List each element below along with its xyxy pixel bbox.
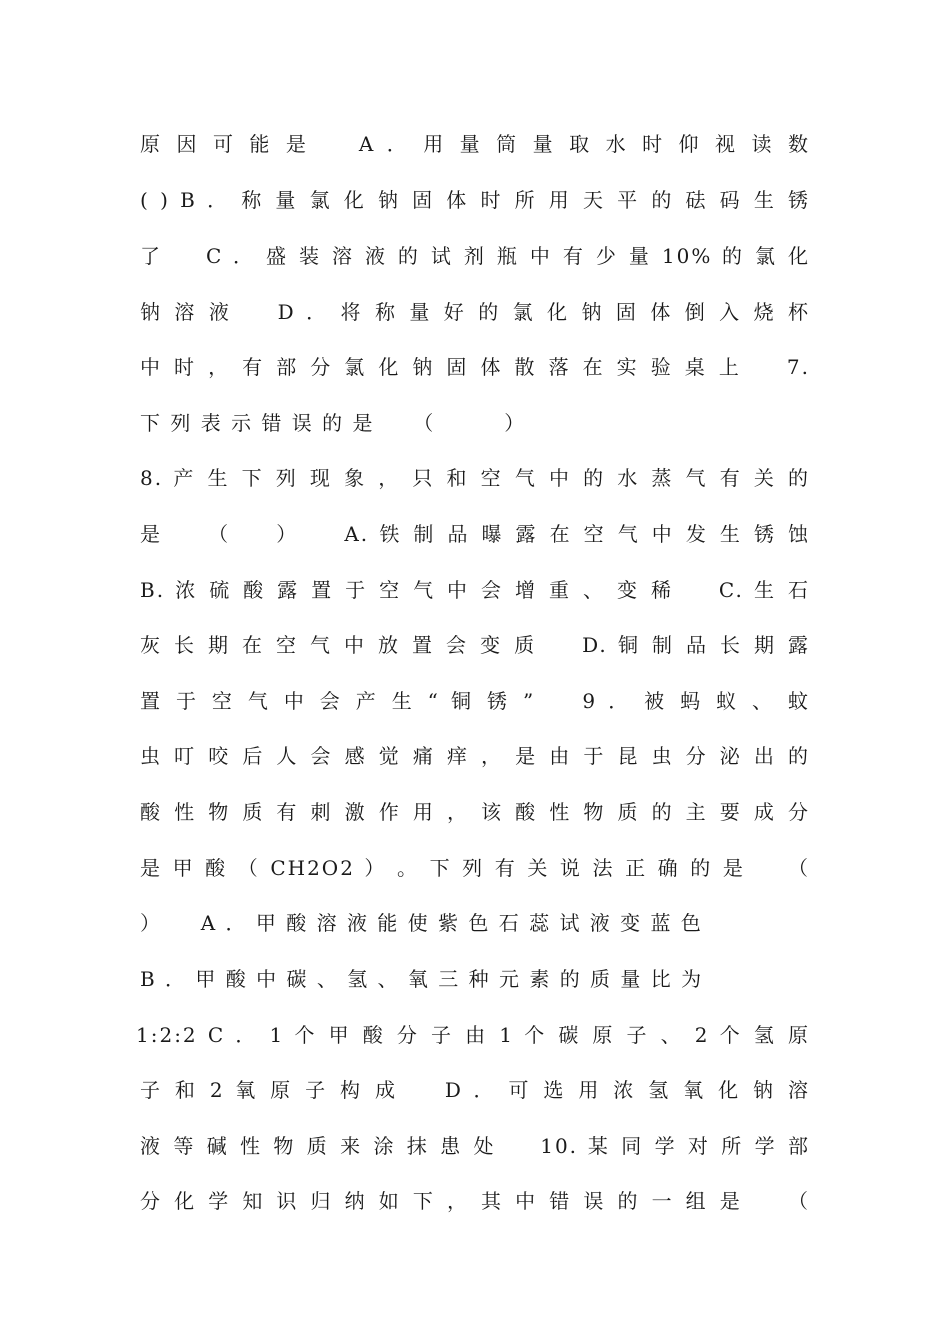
text-line-1: 原 因 可 能 是 A ． 用 量 筒 量 取 水 时 仰 视 读 数 — [140, 132, 810, 156]
text-line-19: 液 等 碱 性 物 质 来 涂 抹 患 处 10. 某 同 学 对 所 学 部 — [140, 1134, 810, 1158]
text-line-2: ( ) B ． 称 量 氯 化 钠 固 体 时 所 用 天 平 的 砝 码 生 锈 — [140, 188, 810, 212]
text-line-11: 置 于 空 气 中 会 产 生 “ 铜 锈 ” 9 ． 被 蚂 蚁 、 蚊 — [140, 689, 810, 713]
text-line-3: 了 C ． 盛 装 溶 液 的 试 剂 瓶 中 有 少 量 10% 的 氯 化 — [140, 244, 810, 268]
text-line-15: ） A ． 甲 酸 溶 液 能 使 紫 色 石 蕊 试 液 变 蓝 色 — [140, 911, 703, 935]
text-line-10: 灰 长 期 在 空 气 中 放 置 会 变 质 D. 铜 制 品 长 期 露 — [140, 633, 810, 657]
text-line-7: 8. 产 生 下 列 现 象 ， 只 和 空 气 中 的 水 蒸 气 有 关 的 — [140, 466, 810, 490]
text-line-6: 下 列 表 示 错 误 的 是 （ ） — [140, 411, 527, 435]
text-line-4: 钠 溶 液 D ． 将 称 量 好 的 氯 化 钠 固 体 倒 入 烧 杯 — [140, 300, 810, 324]
text-line-5: 中 时 ， 有 部 分 氯 化 钠 固 体 散 落 在 实 验 桌 上 7. — [140, 355, 810, 379]
text-line-14: 是 甲 酸 （ CH2O2 ） 。 下 列 有 关 说 法 正 确 的 是 （ — [140, 856, 810, 880]
text-line-20: 分 化 学 知 识 归 纳 如 下 ， 其 中 错 误 的 一 组 是 （ — [140, 1189, 810, 1213]
text-line-9: B. 浓 硫 酸 露 置 于 空 气 中 会 增 重 、 变 稀 C. 生 石 — [140, 578, 810, 602]
text-line-12: 虫 叮 咬 后 人 会 感 觉 痛 痒 ， 是 由 于 昆 虫 分 泌 出 的 — [140, 744, 810, 768]
text-line-16: B ． 甲 酸 中 碳 、 氢 、 氧 三 种 元 素 的 质 量 比 为 — [140, 967, 704, 991]
text-line-8: 是 （ ） A. 铁 制 品 曝 露 在 空 气 中 发 生 锈 蚀 — [140, 522, 810, 546]
text-line-18: 子 和 2 氧 原 子 构 成 D ． 可 选 用 浓 氢 氧 化 钠 溶 — [140, 1078, 810, 1102]
text-line-17: 1:2:2 C ． 1 个 甲 酸 分 子 由 1 个 碳 原 子 、 2 个 氢 原 — [136, 1023, 810, 1047]
text-line-13: 酸 性 物 质 有 刺 激 作 用 ， 该 酸 性 物 质 的 主 要 成 分 — [140, 800, 810, 824]
